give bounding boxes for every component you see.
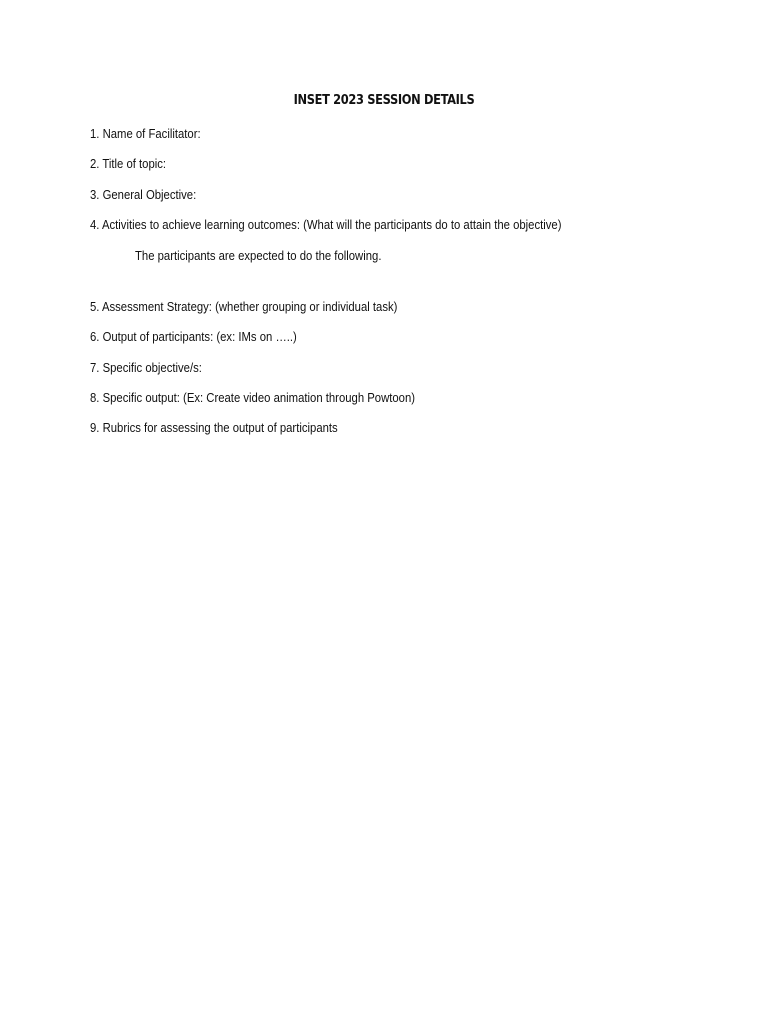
item-participant-output: 6. Output of participants: (ex: IMs on …..) xyxy=(90,329,297,344)
document-title: INSET 2023 SESSION DETAILS xyxy=(293,93,475,108)
item-topic-title: 2. Title of topic: xyxy=(90,156,167,171)
item-activities: 4. Activities to achieve learning outcomes: (What will the participants do to attain the objective) xyxy=(90,217,562,232)
item-specific-objectives: 7. Specific objective/s: xyxy=(90,360,202,375)
item-assessment-strategy: 5. Assessment Strategy: (whether grouping or individual task) xyxy=(90,299,398,314)
item-specific-output: 8. Specific output: (Ex: Create video animation through Powtoon) xyxy=(90,390,416,405)
item-activities-note: The participants are expected to do the following. xyxy=(135,248,382,263)
item-facilitator-name: 1. Name of Facilitator: xyxy=(90,126,201,141)
item-rubrics: 9. Rubrics for assessing the output of participants xyxy=(90,420,338,435)
item-general-objective: 3. General Objective: xyxy=(90,187,197,202)
